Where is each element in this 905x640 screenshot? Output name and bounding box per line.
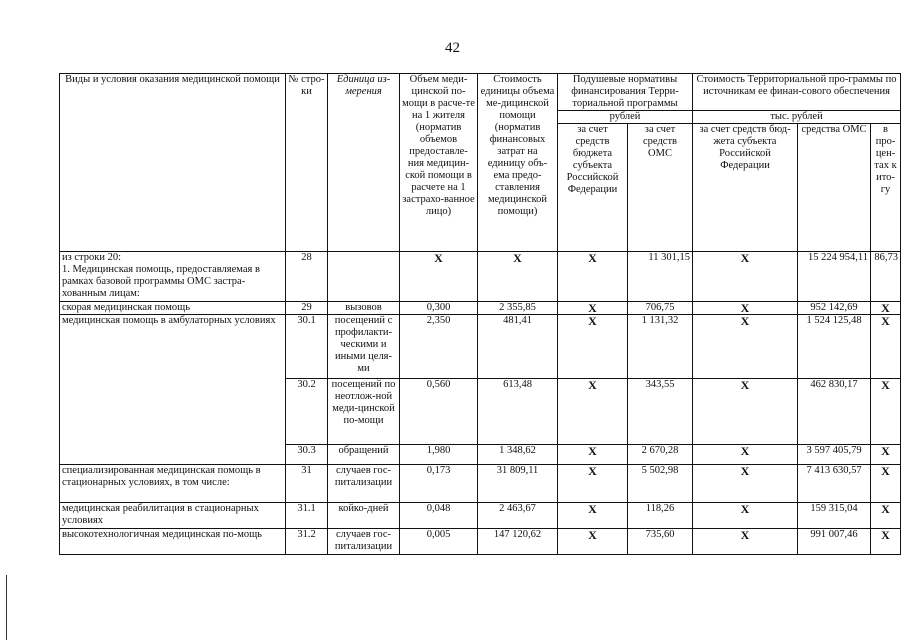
row-number: 29 — [286, 302, 328, 315]
row-tc-oms: 7 413 630,57 — [798, 465, 871, 503]
header-percent: в про-цен-тах к ито-гу — [871, 124, 901, 252]
row-tc-oms: 952 142,69 — [798, 302, 871, 315]
row-label: высокотехнологичная медицинская по-мощь — [60, 529, 286, 555]
row-unit: посещений с профилакти-ческими и иными целя-ми — [328, 315, 400, 379]
table-row — [60, 302, 901, 315]
row-cost: 147 120,62 — [478, 529, 558, 555]
table-row — [60, 252, 901, 302]
row-tc-budget: X — [693, 252, 798, 302]
row-label: из строки 20: 1. Медицинская помощь, предоставляемая в рамках базовой программы ОМС застра-хованным лицам: — [60, 252, 286, 302]
header-territorial-cost: Стоимость Территориальной про-граммы по источникам ее финан-сового обеспечения — [693, 74, 901, 111]
row-unit: случаев гос-питализации — [328, 465, 400, 503]
header-per-capita: Подушевые нормативы финансирования Терри-ториальной программы — [558, 74, 693, 111]
row-pc-budget: X — [558, 379, 628, 445]
row-cost: 613,48 — [478, 379, 558, 445]
row-cost: 2 463,67 — [478, 503, 558, 529]
scan-edge-line — [6, 575, 7, 640]
row-pc-budget: X — [558, 302, 628, 315]
row-pc-oms: 118,26 — [628, 503, 693, 529]
row-tc-budget: X — [693, 302, 798, 315]
row-pc-oms: 1 131,32 — [628, 315, 693, 379]
row-percent: X — [871, 379, 901, 445]
row-cost: 1 348,62 — [478, 445, 558, 465]
row-label: скорая медицинская помощь — [60, 302, 286, 315]
row-pc-budget: X — [558, 445, 628, 465]
row-percent: X — [871, 529, 901, 555]
row-volume: 2,350 — [400, 315, 478, 379]
row-unit: обращений — [328, 445, 400, 465]
row-pc-oms: 2 670,28 — [628, 445, 693, 465]
row-volume: 0,005 — [400, 529, 478, 555]
row-number: 30.3 — [286, 445, 328, 465]
row-cost: X — [478, 252, 558, 302]
row-unit — [328, 252, 400, 302]
row-pc-oms: 5 502,98 — [628, 465, 693, 503]
row-unit: вызовов — [328, 302, 400, 315]
row-volume: 1,980 — [400, 445, 478, 465]
row-volume: 0,048 — [400, 503, 478, 529]
row-tc-budget: X — [693, 445, 798, 465]
table-row — [60, 465, 901, 503]
row-label: медицинская помощь в амбулаторных условиях — [60, 315, 286, 465]
header-types: Виды и условия оказания медицинской помощи — [60, 74, 286, 252]
row-pc-oms: 11 301,15 — [628, 252, 693, 302]
header-unit: Единица из-мерения — [328, 74, 400, 252]
row-label: медицинская реабилитация в стационарных условиях — [60, 503, 286, 529]
row-volume: X — [400, 252, 478, 302]
row-pc-budget: X — [558, 503, 628, 529]
row-number: 31 — [286, 465, 328, 503]
row-pc-budget: X — [558, 315, 628, 379]
header-row-no: № стро-ки — [286, 74, 328, 252]
row-pc-budget: X — [558, 252, 628, 302]
row-unit: случаев гос-питализации — [328, 529, 400, 555]
row-tc-oms: 1 524 125,48 — [798, 315, 871, 379]
row-tc-budget: X — [693, 503, 798, 529]
row-percent: X — [871, 503, 901, 529]
row-tc-oms: 3 597 405,79 — [798, 445, 871, 465]
row-pc-oms: 735,60 — [628, 529, 693, 555]
header-tc-oms: средства ОМС — [798, 124, 871, 252]
row-volume: 0,300 — [400, 302, 478, 315]
row-tc-oms: 991 007,46 — [798, 529, 871, 555]
header-pc-oms: за счет средств ОМС — [628, 124, 693, 252]
row-tc-oms: 462 830,17 — [798, 379, 871, 445]
row-percent: X — [871, 465, 901, 503]
header-rubles: рублей — [558, 111, 693, 124]
row-number: 30.2 — [286, 379, 328, 445]
row-cost: 31 809,11 — [478, 465, 558, 503]
row-number: 31.1 — [286, 503, 328, 529]
row-pc-oms: 706,75 — [628, 302, 693, 315]
row-percent: X — [871, 445, 901, 465]
header-volume: Объем меди-цинской по-мощи в расче-те на 1 жителя (норматив объемов предоставле-ния медицин-ской помощи в расчете на 1 застрахо-ванное лицо) — [400, 74, 478, 252]
row-tc-budget: X — [693, 379, 798, 445]
row-pc-oms: 343,55 — [628, 379, 693, 445]
financing-table — [59, 73, 901, 555]
header-tc-budget: за счет средств бюд-жета субъекта Российской Федерации — [693, 124, 798, 252]
row-cost: 2 355,85 — [478, 302, 558, 315]
table-row — [60, 315, 901, 379]
row-label: специализированная медицинская помощь в стационарных условиях, в том числе: — [60, 465, 286, 503]
row-number: 30.1 — [286, 315, 328, 379]
row-tc-budget: X — [693, 529, 798, 555]
header-cost: Стоимость единицы объема ме-дицинской помощи (норматив финансовых затрат на единицу объ-ема предо-ставления медицинской помощи) — [478, 74, 558, 252]
row-unit: посещений по неотлож-ной меди-цинской по-мощи — [328, 379, 400, 445]
row-unit: койко-дней — [328, 503, 400, 529]
row-tc-budget: X — [693, 465, 798, 503]
row-percent: 86,73 — [871, 252, 901, 302]
row-volume: 0,173 — [400, 465, 478, 503]
row-percent: X — [871, 315, 901, 379]
row-tc-oms: 15 224 954,11 — [798, 252, 871, 302]
row-volume: 0,560 — [400, 379, 478, 445]
row-number: 31.2 — [286, 529, 328, 555]
row-tc-oms: 159 315,04 — [798, 503, 871, 529]
page-number: 42 — [445, 40, 460, 56]
table-row — [60, 503, 901, 529]
table-row — [60, 529, 901, 555]
row-number: 28 — [286, 252, 328, 302]
header-pc-budget: за счет средств бюджета субъекта Российской Федерации — [558, 124, 628, 252]
row-tc-budget: X — [693, 315, 798, 379]
row-pc-budget: X — [558, 529, 628, 555]
row-cost: 481,41 — [478, 315, 558, 379]
header-thousand-rubles: тыс. рублей — [693, 111, 901, 124]
row-pc-budget: X — [558, 465, 628, 503]
row-percent: X — [871, 302, 901, 315]
